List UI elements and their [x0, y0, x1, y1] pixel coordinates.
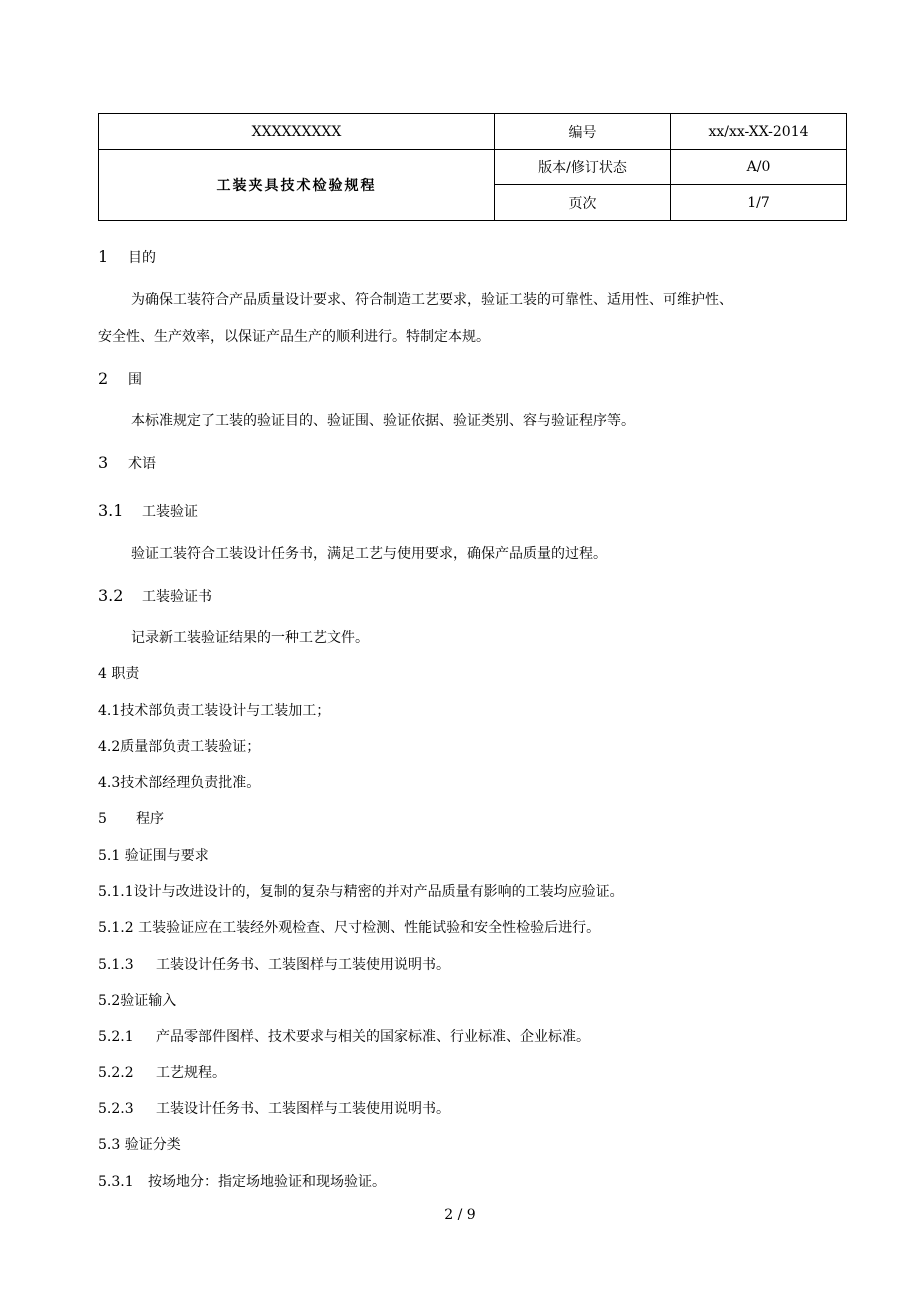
- list-item: 4.1技术部负责工装设计与工装加工；: [98, 703, 331, 719]
- list-item: [98, 954, 450, 974]
- item-text: 工艺规程。: [156, 1065, 226, 1081]
- document-title: 工装夹具技术检验规程: [99, 150, 495, 221]
- list-item: 5.1.2 工装验证应在工装经外观检查、尺寸检测、性能试验和安全性检验后进行。: [98, 920, 601, 936]
- section-2-heading: [98, 369, 142, 389]
- section-4-heading: 4 职责: [98, 666, 140, 682]
- item-number: 5.2.2: [98, 1065, 134, 1081]
- section-title: 工装验证: [142, 504, 198, 520]
- section-5-heading: [98, 808, 164, 828]
- section-title: 术语: [128, 456, 156, 472]
- paragraph: 验证工装符合工装设计任务书，满足工艺与使用要求，确保产品质量的过程。: [131, 546, 607, 562]
- item-text: 产品零部件图样、技术要求与相关的国家标准、行业标准、企业标准。: [156, 1029, 590, 1045]
- subsection-heading: 5.1 验证围与要求: [98, 848, 209, 864]
- section-3-1-heading: [98, 501, 198, 521]
- item-text: 工装设计任务书、工装图样与工装使用说明书。: [156, 957, 450, 973]
- paragraph: 本标准规定了工装的验证目的、验证围、验证依据、验证类别、容与验证程序等。: [131, 413, 635, 429]
- document-header-table: [98, 113, 847, 221]
- item-number: 5.2.3: [98, 1101, 134, 1117]
- subsection-heading: 5.2验证输入: [98, 993, 177, 1009]
- section-title: 目的: [128, 250, 156, 266]
- item-number: 5.3.1: [98, 1174, 134, 1190]
- section-number: 3: [98, 453, 109, 472]
- item-text: 工装设计任务书、工装图样与工装使用说明书。: [156, 1101, 450, 1117]
- version-label: 版本/修订状态: [495, 150, 671, 185]
- section-title: 围: [128, 372, 142, 388]
- company-name: XXXXXXXXX: [99, 114, 495, 150]
- paragraph: 记录新工装验证结果的一种工艺文件。: [131, 630, 369, 646]
- list-item: 4.3技术部经理负责批准。: [98, 775, 261, 791]
- paragraph: 为确保工装符合产品质量设计要求、符合制造工艺要求，验证工装的可靠性、适用性、可维护性、: [131, 292, 733, 308]
- list-item: [98, 1026, 590, 1046]
- subsection-heading: 5.3 验证分类: [98, 1137, 181, 1153]
- paragraph: 安全性、生产效率，以保证产品生产的顺利进行。特制定本规。: [98, 329, 490, 345]
- list-item: [98, 1098, 450, 1118]
- section-1-heading: [98, 247, 156, 267]
- section-number: 3.2: [98, 586, 124, 605]
- list-item: [98, 1171, 386, 1191]
- section-3-2-heading: [98, 586, 212, 606]
- section-3-heading: [98, 453, 156, 473]
- page-number: 2 / 9: [444, 1207, 476, 1223]
- section-title: 程序: [136, 811, 164, 827]
- item-text: 按场地分：指定场地验证和现场验证。: [148, 1174, 386, 1190]
- page-label: 页次: [495, 185, 671, 221]
- section-number: 1: [98, 247, 109, 266]
- section-title: 工装验证书: [142, 589, 212, 605]
- list-item: 5.1.1设计与改进设计的，复制的复杂与精密的并对产品质量有影响的工装均应验证。: [98, 884, 624, 900]
- section-number: 2: [98, 369, 109, 388]
- list-item: 4.2质量部负责工装验证；: [98, 739, 261, 755]
- list-item: [98, 1062, 226, 1082]
- item-number: 5.2.1: [98, 1029, 134, 1045]
- section-number: 3.1: [98, 501, 124, 520]
- doc-number-value: xx/xx-XX-2014: [671, 114, 847, 150]
- item-number: 5.1.3: [98, 957, 134, 973]
- version-value: A/0: [671, 150, 847, 185]
- page-value: 1/7: [671, 185, 847, 221]
- doc-number-label: 编号: [495, 114, 671, 150]
- section-number: 5: [98, 811, 107, 827]
